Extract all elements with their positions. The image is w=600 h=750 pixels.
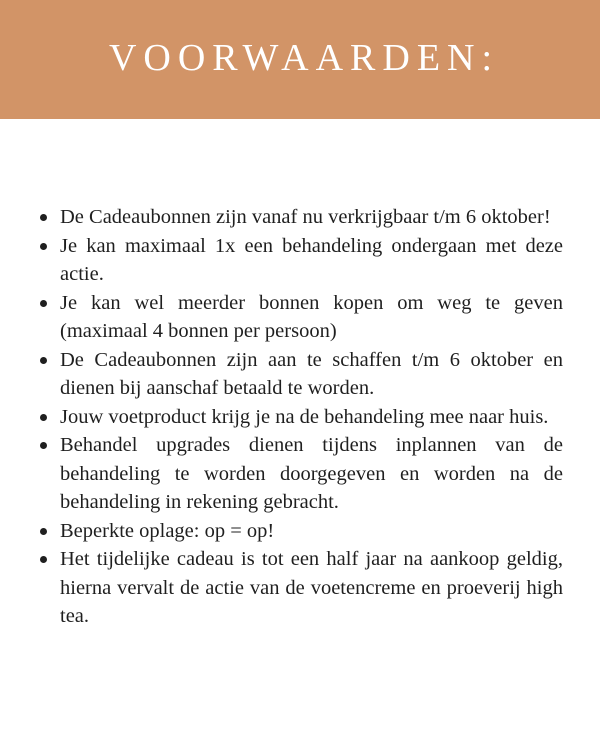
list-item — [40, 431, 563, 517]
list-item — [40, 289, 563, 346]
bullet-icon — [40, 300, 47, 307]
page-title: VOORWAARDEN: — [108, 36, 500, 79]
list-item — [40, 346, 563, 403]
condition-text: Behandel upgrades dienen tijdens inplannen van de behandeling te worden doorgegeven en worden na de behandeling in rekening gebracht. — [60, 434, 563, 513]
condition-text: Je kan wel meerder bonnen kopen om weg te geven (maximaal 4 bonnen per persoon) — [60, 291, 563, 342]
list-item — [40, 232, 563, 289]
condition-text: De Cadeaubonnen zijn vanaf nu verkrijgbaar t/m 6 oktober! — [60, 206, 551, 228]
list-item — [40, 545, 563, 631]
condition-text: Je kan maximaal 1x een behandeling ondergaan met deze actie. — [60, 234, 563, 285]
list-item — [40, 203, 563, 232]
condition-text: Jouw voetproduct krijg je na de behandeling mee naar huis. — [60, 405, 549, 428]
bullet-icon — [40, 442, 47, 449]
bullet-icon — [40, 214, 47, 221]
list-item — [40, 517, 563, 546]
list-item — [40, 403, 563, 432]
conditions-list — [40, 203, 563, 631]
bullet-icon — [40, 243, 47, 250]
bullet-icon — [40, 556, 47, 563]
bullet-icon — [40, 357, 47, 364]
condition-text: De Cadeaubonnen zijn aan te schaffen t/m 6 oktober en dienen bij aanschaf betaald te worden. — [60, 348, 563, 399]
bullet-icon — [40, 414, 47, 421]
condition-text: Beperkte oplage: op = op! — [60, 519, 275, 542]
bullet-icon — [40, 528, 47, 535]
header-banner — [0, 0, 600, 119]
condition-text: Het tijdelijke cadeau is tot een half jaar na aankoop geldig, hierna vervalt de actie van de voetencreme en proeverij high tea. — [60, 548, 563, 627]
